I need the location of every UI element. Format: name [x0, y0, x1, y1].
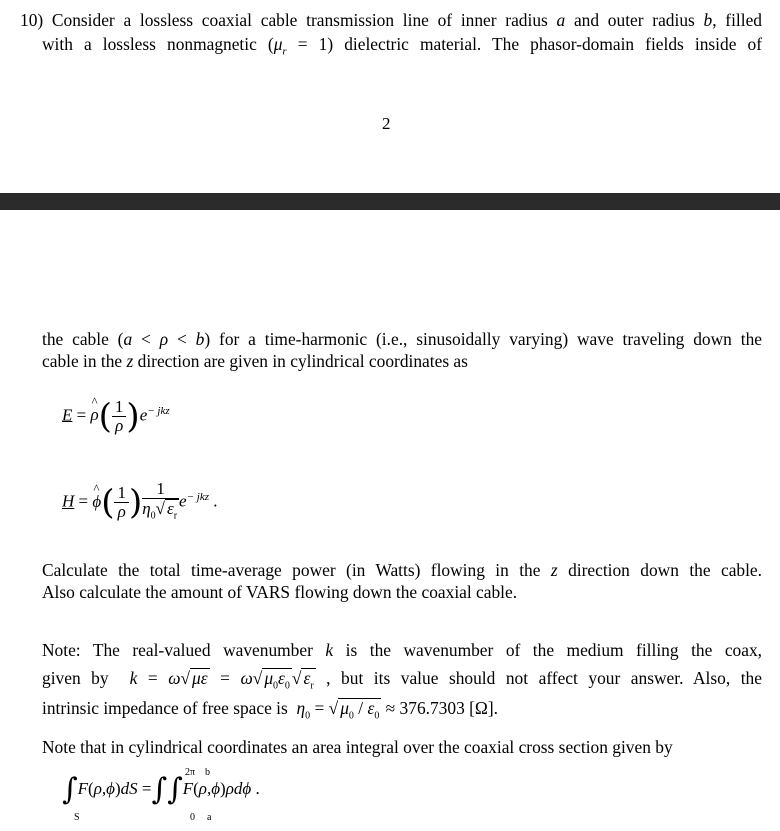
continuation-line-1: the cable (a < ρ < b) for a time-harmonic (i.e., sinusoidally varying) wave traveling down the: [42, 329, 762, 349]
note1-line-2: given by k = ω√ με = ω√ $\mu_0\varepsilon_0$ √ $\varepsilon_r$ , but its value should not affect your answer. Also, the: [42, 667, 762, 695]
note1-line-3: intrinsic impedance of free space is $\eta_0$ = √ $\mu_0 / \varepsilon_0 \approx 376.7303$ [Ω].: [42, 697, 498, 727]
area-integral-equation: ∫F(ρ,ϕ)dS =∫∫F(ρ,ϕ)ρdϕ . S 2π b 0 a: [62, 767, 260, 823]
problem-line-1: 10) Consider a lossless coaxial cable transmission line of inner radius a and outer radius b, filled: [20, 10, 763, 30]
task-line-2: Also calculate the amount of VARS flowing down the coaxial cable.: [42, 582, 518, 602]
problem-line-2: with a lossless nonmagnetic $(\mu_r = 1)$ dielectric material. The phasor-domain fields inside of: [42, 34, 762, 58]
continuation-line-2: cable in the z direction are given in cylindrical coordinates as: [42, 351, 468, 371]
page-number: 2: [382, 114, 391, 133]
task-line-1: Calculate the total time-average power (in Watts) flowing in the z direction down the cable.: [42, 560, 763, 580]
note2-line-1: Note that in cylindrical coordinates an area integral over the coaxial cross section given by: [42, 737, 673, 757]
page-divider: [0, 193, 780, 210]
h-field-equation: H = ϕ ^( $\frac{1}{\rho}$ ) $\frac{1}{\eta_0√ \varepsilon_r}$ $e^{- jkz}$ .: [62, 480, 218, 525]
note1-line-1: Note: The real-valued wavenumber k is the wavenumber of the medium filling the coax,: [42, 640, 762, 660]
e-field-equation: E = ρ ^( $\frac{1}{\rho}$ )$e^{- jkz}$: [62, 398, 170, 435]
